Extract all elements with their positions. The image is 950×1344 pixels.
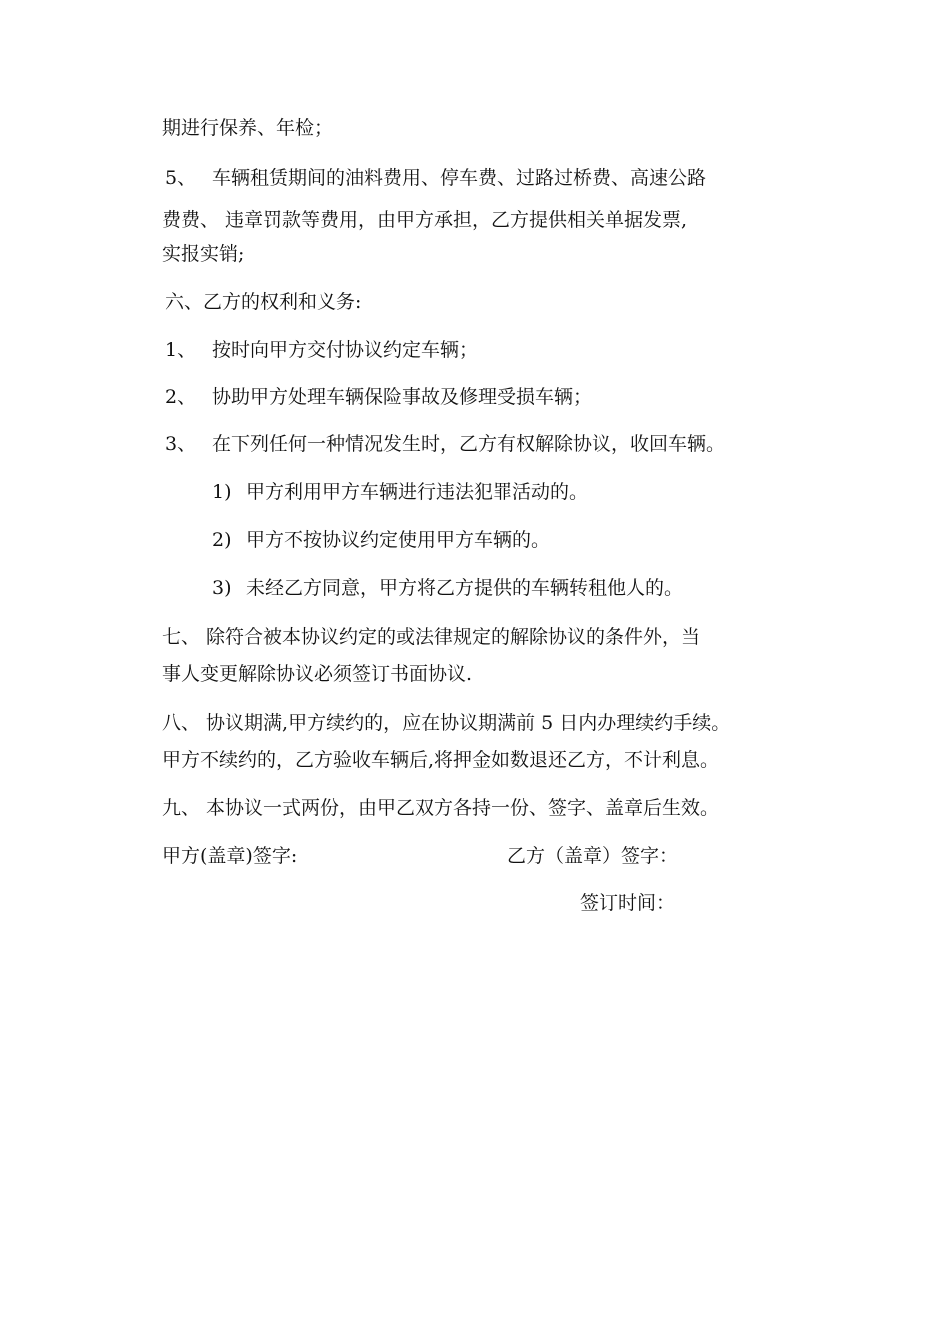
list-item-1: 1、 按时向甲方交付协议约定车辆； bbox=[165, 334, 478, 366]
item-number: 1、 bbox=[165, 339, 197, 361]
text-line: 费费、 违章罚款等费用，由甲方承担，乙方提供相关单据发票, bbox=[162, 209, 688, 231]
party-a-signature-label: 甲方(盖章)签字: bbox=[162, 845, 298, 867]
sub-item-number: 2) bbox=[212, 529, 232, 551]
item-number: 5、 bbox=[165, 167, 197, 189]
section-heading-6: 六、乙方的权利和义务: bbox=[165, 291, 362, 313]
sub-item-number: 1) bbox=[212, 481, 232, 503]
item-number: 2、 bbox=[165, 386, 197, 408]
section-7-line-2: 事人变更解除协议必须签订书面协议. bbox=[162, 663, 473, 685]
sub-item-number: 3) bbox=[212, 577, 232, 599]
item-number: 3、 bbox=[165, 433, 197, 455]
section-8-line-2: 甲方不续约的，乙方验收车辆后,将押金如数退还乙方，不计利息。 bbox=[162, 749, 720, 771]
section-9: 九、 本协议一式两份，由甲乙双方各持一份、签字、盖章后生效。 bbox=[162, 797, 720, 819]
list-item-2: 2、 协助甲方处理车辆保险事故及修理受损车辆； bbox=[165, 381, 592, 413]
sub-item-1: 1) 甲方利用甲方车辆进行违法犯罪活动的。 bbox=[212, 476, 588, 508]
list-item-3: 3、 在下列任何一种情况发生时，乙方有权解除协议，收回车辆。 bbox=[165, 428, 725, 460]
party-b-signature-label: 乙方（盖章）签字： bbox=[507, 845, 679, 867]
text-line: 期进行保养、年检； bbox=[162, 117, 334, 139]
sub-item-3: 3) 未经乙方同意，甲方将乙方提供的车辆转租他人的。 bbox=[212, 572, 683, 604]
section-7-line-1: 七、 除符合被本协议约定的或法律规定的解除协议的条件外，当 bbox=[162, 626, 701, 648]
list-item-5: 5、 车辆租赁期间的油料费用、停车费、过路过桥费、高速公路 bbox=[165, 162, 706, 194]
sub-item-2: 2) 甲方不按协议约定使用甲方车辆的。 bbox=[212, 524, 550, 556]
sign-date-label: 签订时间： bbox=[580, 892, 676, 914]
section-8-line-1: 八、 协议期满,甲方续约的，应在协议期满前 5 日内办理续约手续。 bbox=[162, 712, 731, 734]
text-line: 实报实销; bbox=[162, 243, 245, 265]
